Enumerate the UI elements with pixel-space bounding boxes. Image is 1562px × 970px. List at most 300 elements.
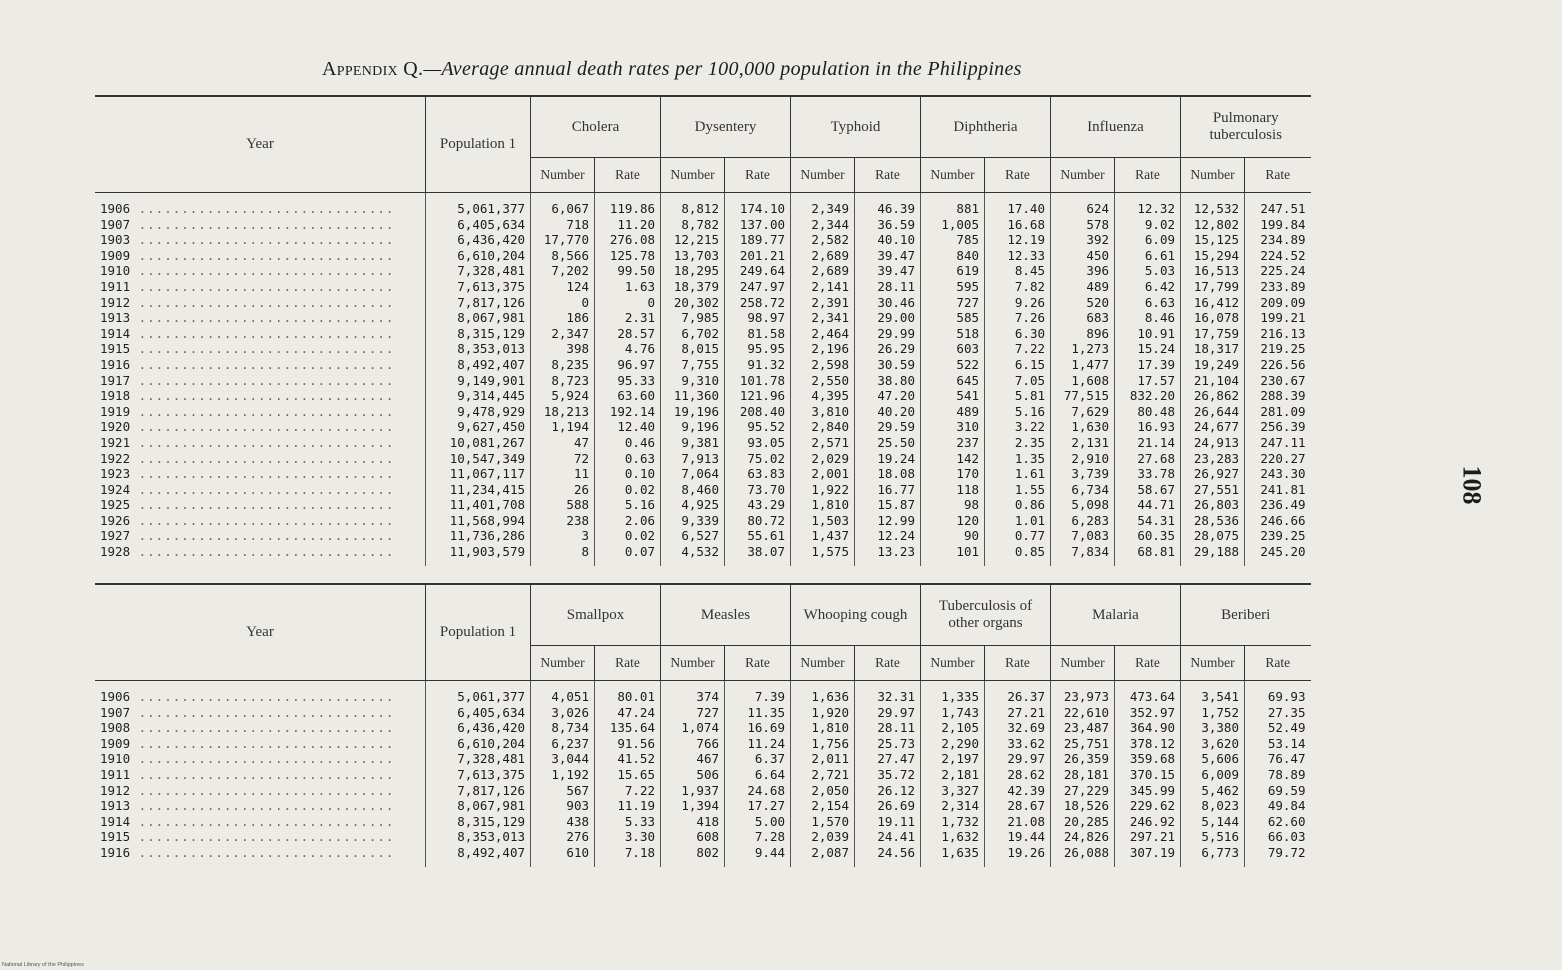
number-cell: 1,570: [791, 814, 855, 830]
year-cell: [95, 513, 426, 529]
number-cell: 3,541: [1181, 681, 1245, 705]
number-cell: 18,213: [531, 404, 595, 420]
population-cell: 7,817,126: [426, 295, 531, 311]
number-cell: 8,460: [661, 482, 725, 498]
rate-cell: 24.68: [725, 783, 791, 799]
rate-header: Rate: [985, 646, 1051, 681]
number-cell: 1,810: [791, 497, 855, 513]
number-cell: 6,773: [1181, 845, 1245, 867]
table-row: [95, 326, 1311, 342]
rate-cell: 1.55: [985, 482, 1051, 498]
rate-cell: 43.29: [725, 497, 791, 513]
year-cell: [95, 232, 426, 248]
table-row: [95, 497, 1311, 513]
rate-cell: 201.21: [725, 248, 791, 264]
rate-cell: 24.56: [855, 845, 921, 867]
table-row: [95, 357, 1311, 373]
year-cell: [95, 404, 426, 420]
table-body: [95, 681, 1311, 867]
population-cell: 6,610,204: [426, 736, 531, 752]
rate-header: Rate: [1115, 158, 1181, 193]
rate-cell: 0.85: [985, 544, 1051, 566]
rate-cell: 93.05: [725, 435, 791, 451]
number-cell: 15,125: [1181, 232, 1245, 248]
number-cell: 9,381: [661, 435, 725, 451]
rate-cell: 26.29: [855, 341, 921, 357]
rate-cell: 1.63: [595, 279, 661, 295]
number-cell: 374: [661, 681, 725, 705]
rate-cell: 35.72: [855, 767, 921, 783]
number-cell: 2,196: [791, 341, 855, 357]
number-cell: 186: [531, 310, 595, 326]
year-cell: [95, 295, 426, 311]
rate-cell: 233.89: [1260, 278, 1306, 294]
number-cell: 1,920: [791, 705, 855, 721]
population-cell: 7,817,126: [426, 783, 531, 799]
group-header: Diphtheria: [921, 96, 1051, 158]
number-cell: 522: [921, 357, 985, 373]
year-value: 1907: [100, 704, 131, 720]
number-cell: 47: [531, 435, 595, 451]
number-header: Number: [1181, 158, 1245, 193]
number-cell: 17,799: [1181, 279, 1245, 295]
number-cell: 310: [921, 419, 985, 435]
number-cell: 6,734: [1051, 482, 1115, 498]
rate-cell: 95.33: [595, 373, 661, 389]
number-cell: 8,782: [661, 217, 725, 233]
number-cell: 98: [921, 497, 985, 513]
rate-cell: 25.73: [855, 736, 921, 752]
rate-cell: 26.12: [855, 783, 921, 799]
year-cell: [95, 736, 426, 752]
rate-cell: 38.80: [855, 373, 921, 389]
rate-cell: 364.90: [1115, 720, 1181, 736]
rate-cell: 199.84: [1260, 216, 1306, 232]
number-cell: 398: [531, 341, 595, 357]
number-cell: 3,044: [531, 751, 595, 767]
number-cell: 8,566: [531, 248, 595, 264]
year-value: 1908: [100, 720, 131, 736]
number-cell: 6,237: [531, 736, 595, 752]
number-cell: 567: [531, 783, 595, 799]
rate-cell: 1.01: [985, 513, 1051, 529]
rate-cell: 1.61: [985, 466, 1051, 482]
year-value: 1906: [100, 201, 131, 216]
rate-cell: 52.49: [1267, 720, 1306, 736]
number-cell: 9,310: [661, 373, 725, 389]
rate-cell: 28.11: [855, 720, 921, 736]
number-cell: 8: [531, 544, 595, 566]
number-cell: 15,294: [1181, 248, 1245, 264]
year-value: 1910: [100, 263, 131, 279]
leader-dots: ..............................: [130, 798, 395, 814]
rate-cell: 5.00: [725, 814, 791, 830]
number-cell: 16,078: [1181, 310, 1245, 326]
rate-cell: 40.20: [855, 404, 921, 420]
number-header: Number: [661, 646, 725, 681]
number-cell: 7,629: [1051, 404, 1115, 420]
year-value: 1922: [100, 450, 131, 466]
group-header: Typhoid: [791, 96, 921, 158]
leader-dots: ..............................: [130, 232, 395, 248]
year-cell: [95, 767, 426, 783]
rate-cell: 307.19: [1115, 845, 1181, 867]
number-cell: 603: [921, 341, 985, 357]
leader-dots: ..............................: [130, 689, 395, 704]
table-row: [95, 767, 1311, 783]
number-cell: 72: [531, 451, 595, 467]
number-cell: 2,341: [791, 310, 855, 326]
number-cell: 541: [921, 388, 985, 404]
number-cell: 1,630: [1051, 419, 1115, 435]
year-cell: [95, 681, 426, 705]
year-value: 1910: [100, 751, 131, 767]
group-header: Malaria: [1051, 584, 1181, 646]
rate-cell: 258.72: [725, 295, 791, 311]
number-cell: 727: [661, 705, 725, 721]
number-cell: 518: [921, 326, 985, 342]
number-cell: 18,295: [661, 263, 725, 279]
rate-cell: 9.26: [985, 295, 1051, 311]
rate-cell: 40.10: [855, 232, 921, 248]
rate-cell: 288.39: [1260, 388, 1306, 404]
rate-cell: 378.12: [1115, 736, 1181, 752]
rate-cell: 49.84: [1267, 798, 1306, 814]
rate-cell: 7.26: [985, 310, 1051, 326]
year-cell: [95, 466, 426, 482]
year-value: 1914: [100, 813, 131, 829]
rate-cell: 224.52: [1260, 247, 1306, 263]
rate-cell: 216.13: [1260, 325, 1306, 341]
rate-cell: 10.91: [1115, 326, 1181, 342]
number-cell: 2,181: [921, 767, 985, 783]
number-cell: 2,840: [791, 419, 855, 435]
rate-cell: 39.47: [855, 263, 921, 279]
rate-cell: 39.47: [855, 248, 921, 264]
rate-header: Rate: [855, 646, 921, 681]
rate-cell: 25.50: [855, 435, 921, 451]
rate-header: Rate: [725, 158, 791, 193]
year-cell: [95, 357, 426, 373]
rate-cell: 19.11: [855, 814, 921, 830]
leader-dots: ..............................: [130, 434, 395, 450]
population-cell: 6,436,420: [426, 720, 531, 736]
number-cell: 20,302: [661, 295, 725, 311]
number-cell: 785: [921, 232, 985, 248]
rate-cell: 13.23: [855, 544, 921, 566]
number-cell: 1,437: [791, 528, 855, 544]
rate-cell: 12.32: [1115, 193, 1181, 217]
leader-dots: ..............................: [130, 466, 395, 482]
rate-cell: 6.42: [1115, 279, 1181, 295]
number-cell: 1,937: [661, 783, 725, 799]
number-header: Number: [791, 158, 855, 193]
year-value: 1903: [100, 232, 131, 248]
number-cell: 2,582: [791, 232, 855, 248]
number-cell: 2,087: [791, 845, 855, 867]
year-value: 1911: [100, 766, 131, 782]
rate-cell: 16.93: [1115, 419, 1181, 435]
rate-cell: 6.63: [1115, 295, 1181, 311]
table-row: [95, 263, 1311, 279]
rate-cell: 6.61: [1115, 248, 1181, 264]
rate-header: Rate: [855, 158, 921, 193]
table-row: [95, 193, 1311, 217]
table-row: [95, 736, 1311, 752]
table-row: [95, 451, 1311, 467]
number-header: Number: [1051, 646, 1115, 681]
table-row: [95, 528, 1311, 544]
number-cell: 26: [531, 482, 595, 498]
rate-cell: 53.14: [1267, 735, 1306, 751]
rate-header: Rate: [595, 158, 661, 193]
number-cell: 29,188: [1181, 544, 1245, 566]
leader-dots: ..............................: [130, 544, 395, 560]
year-value: 1917: [100, 372, 131, 388]
rate-cell: 79.72: [1267, 844, 1306, 860]
number-cell: 5,144: [1181, 814, 1245, 830]
rate-cell: 236.49: [1260, 497, 1306, 513]
rate-cell: 3.30: [595, 829, 661, 845]
year-cell: [95, 341, 426, 357]
leader-dots: ..............................: [130, 528, 395, 544]
rate-cell: 12.24: [855, 528, 921, 544]
rate-cell: 69.59: [1267, 782, 1306, 798]
number-cell: 2,689: [791, 263, 855, 279]
rate-cell: 12.99: [855, 513, 921, 529]
rate-cell: 15.87: [855, 497, 921, 513]
rate-cell: 68.81: [1115, 544, 1181, 566]
number-cell: 2,721: [791, 767, 855, 783]
number-cell: 77,515: [1051, 388, 1115, 404]
rate-cell: 7.82: [985, 279, 1051, 295]
year-cell: [95, 435, 426, 451]
rate-cell: 16.69: [725, 720, 791, 736]
number-cell: 1,394: [661, 798, 725, 814]
rate-cell: 80.72: [725, 513, 791, 529]
population-cell: 8,492,407: [426, 845, 531, 867]
table-row: [95, 814, 1311, 830]
table-row: [95, 232, 1311, 248]
rate-cell: 63.60: [595, 388, 661, 404]
number-cell: 237: [921, 435, 985, 451]
population-cell: 5,061,377: [426, 193, 531, 217]
page-title: [322, 58, 1022, 81]
year-cell: [95, 814, 426, 830]
number-cell: 124: [531, 279, 595, 295]
number-cell: 8,734: [531, 720, 595, 736]
rate-cell: 17.57: [1115, 373, 1181, 389]
rate-cell: 119.86: [595, 193, 661, 217]
number-cell: 2,154: [791, 798, 855, 814]
group-header: Tuberculosis of other organs: [921, 584, 1051, 646]
rate-cell: 0.77: [985, 528, 1051, 544]
death-rates-table-1: [95, 95, 1311, 566]
number-cell: 101: [921, 544, 985, 566]
rate-cell: 15.65: [595, 767, 661, 783]
population-cell: 6,405,634: [426, 705, 531, 721]
number-cell: 5,606: [1181, 751, 1245, 767]
rate-cell: 76.47: [1267, 751, 1306, 767]
year-value: 1915: [100, 829, 131, 845]
number-cell: 7,083: [1051, 528, 1115, 544]
number-cell: 26,803: [1181, 497, 1245, 513]
year-cell: [95, 388, 426, 404]
number-cell: 588: [531, 497, 595, 513]
leader-dots: ..............................: [130, 201, 395, 216]
year-cell: [95, 419, 426, 435]
rate-cell: 6.15: [985, 357, 1051, 373]
table-row: [95, 404, 1311, 420]
table-row: [95, 279, 1311, 295]
number-cell: 903: [531, 798, 595, 814]
rate-cell: 27.68: [1115, 451, 1181, 467]
number-cell: 5,516: [1181, 829, 1245, 845]
rate-cell: 192.14: [595, 404, 661, 420]
number-header: Number: [921, 646, 985, 681]
year-value: 1921: [100, 434, 131, 450]
number-cell: 12,532: [1181, 193, 1245, 217]
rate-cell: 11.20: [595, 217, 661, 233]
rate-cell: 7.28: [725, 829, 791, 845]
number-cell: 3,620: [1181, 736, 1245, 752]
rate-cell: 75.02: [725, 451, 791, 467]
number-cell: 0: [531, 295, 595, 311]
group-header: Pulmonary tuberculosis: [1181, 96, 1311, 158]
rate-cell: 0.02: [595, 482, 661, 498]
leader-dots: ..............................: [130, 247, 395, 263]
number-cell: 8,812: [661, 193, 725, 217]
population-cell: 6,436,420: [426, 232, 531, 248]
number-cell: 595: [921, 279, 985, 295]
rate-cell: 32.31: [855, 681, 921, 705]
rate-cell: 352.97: [1115, 705, 1181, 721]
number-cell: 1,756: [791, 736, 855, 752]
rate-cell: 7.22: [985, 341, 1051, 357]
table-row: [95, 544, 1311, 566]
number-cell: 1,732: [921, 814, 985, 830]
year-cell: [95, 783, 426, 799]
number-cell: 23,283: [1181, 451, 1245, 467]
population-cell: 9,627,450: [426, 419, 531, 435]
group-header: Cholera: [531, 96, 661, 158]
rate-cell: 18.08: [855, 466, 921, 482]
number-cell: 21,104: [1181, 373, 1245, 389]
number-cell: 1,074: [661, 720, 725, 736]
number-cell: 7,755: [661, 357, 725, 373]
rate-cell: 28.67: [985, 798, 1051, 814]
number-cell: 27,229: [1051, 783, 1115, 799]
rate-cell: 4.76: [595, 341, 661, 357]
rate-cell: 19.24: [855, 451, 921, 467]
number-cell: 489: [921, 404, 985, 420]
rate-cell: 30.59: [855, 357, 921, 373]
rate-cell: 189.77: [725, 232, 791, 248]
leader-dots: ..............................: [130, 481, 395, 497]
rate-cell: 6.09: [1115, 232, 1181, 248]
number-cell: 2,598: [791, 357, 855, 373]
rate-cell: 17.27: [725, 798, 791, 814]
leader-dots: ..............................: [130, 341, 395, 357]
number-cell: 7,834: [1051, 544, 1115, 566]
population-cell: 10,081,267: [426, 435, 531, 451]
number-cell: 20,285: [1051, 814, 1115, 830]
table-row: [95, 373, 1311, 389]
population-cell: 11,903,579: [426, 544, 531, 566]
leader-dots: ..............................: [130, 829, 395, 845]
rate-cell: 245.20: [1260, 544, 1306, 560]
population-cell: 8,492,407: [426, 357, 531, 373]
number-cell: 8,723: [531, 373, 595, 389]
table-row: [95, 798, 1311, 814]
number-cell: 4,051: [531, 681, 595, 705]
year-value: 1927: [100, 528, 131, 544]
number-cell: 2,050: [791, 783, 855, 799]
leader-dots: ..............................: [130, 782, 395, 798]
number-cell: 9,339: [661, 513, 725, 529]
number-cell: 12,215: [661, 232, 725, 248]
number-cell: 3,810: [791, 404, 855, 420]
rate-header: Rate: [1115, 646, 1181, 681]
group-header: Influenza: [1051, 96, 1181, 158]
number-cell: 24,826: [1051, 829, 1115, 845]
table-row: [95, 783, 1311, 799]
rate-cell: 0.63: [595, 451, 661, 467]
rate-cell: 12.40: [595, 419, 661, 435]
number-cell: 2,571: [791, 435, 855, 451]
population-cell: 8,315,129: [426, 326, 531, 342]
rate-cell: 30.46: [855, 295, 921, 311]
rate-cell: 80.01: [595, 681, 661, 705]
number-cell: 25,751: [1051, 736, 1115, 752]
population-header: Population 1: [426, 96, 531, 193]
rate-cell: 276.08: [595, 232, 661, 248]
number-cell: 2,910: [1051, 451, 1115, 467]
library-credit: National Library of the Philippines: [2, 962, 84, 968]
number-cell: 8,023: [1181, 798, 1245, 814]
leader-dots: ..............................: [130, 813, 395, 829]
rate-cell: 101.78: [725, 373, 791, 389]
rate-cell: 29.97: [855, 705, 921, 721]
number-cell: 23,487: [1051, 720, 1115, 736]
number-cell: 1,192: [531, 767, 595, 783]
rate-cell: 297.21: [1115, 829, 1181, 845]
number-cell: 2,029: [791, 451, 855, 467]
population-cell: 9,149,901: [426, 373, 531, 389]
number-cell: 26,927: [1181, 466, 1245, 482]
year-value: 1919: [100, 403, 131, 419]
population-cell: 11,234,415: [426, 482, 531, 498]
rate-cell: 230.67: [1260, 372, 1306, 388]
rate-cell: 27.47: [855, 751, 921, 767]
rate-cell: 1.35: [985, 451, 1051, 467]
number-cell: 1,005: [921, 217, 985, 233]
leader-dots: ..............................: [130, 720, 395, 736]
number-cell: 2,001: [791, 466, 855, 482]
rate-cell: 6.37: [725, 751, 791, 767]
number-cell: 619: [921, 263, 985, 279]
rate-cell: 99.50: [595, 263, 661, 279]
number-cell: 6,283: [1051, 513, 1115, 529]
number-cell: 2,391: [791, 295, 855, 311]
table-row: [95, 829, 1311, 845]
rate-cell: 28.57: [595, 326, 661, 342]
rate-cell: 6.64: [725, 767, 791, 783]
year-cell: [95, 217, 426, 233]
rate-cell: 28.62: [985, 767, 1051, 783]
rate-cell: 11.35: [725, 705, 791, 721]
rate-cell: 98.97: [725, 310, 791, 326]
